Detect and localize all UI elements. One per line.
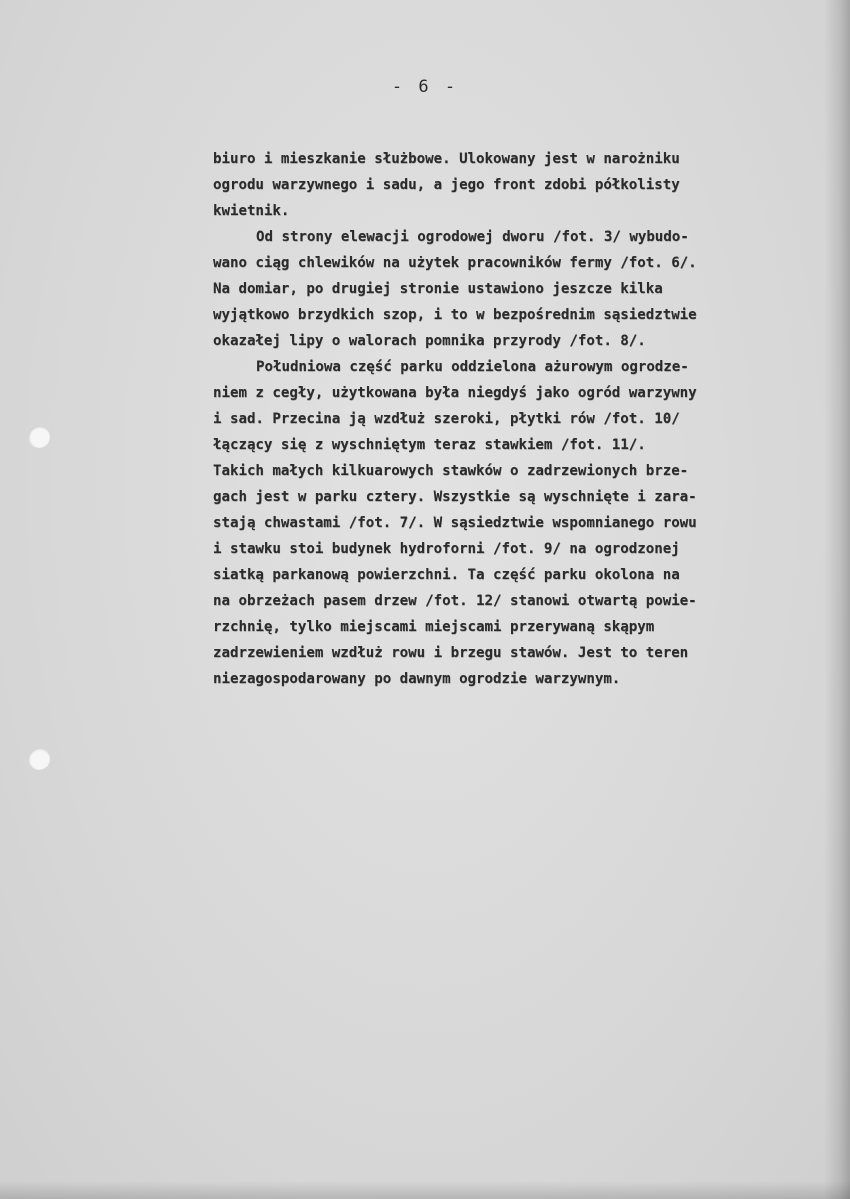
text-line: zadrzewieniem wzdłuż rowu i brzegu stawów. Jest to teren (213, 645, 689, 661)
punch-hole (28, 426, 50, 448)
text-line: Na domiar, po drugiej stronie ustawiono jeszcze kilka (213, 281, 663, 297)
text-line: niem z cegły, użytkowana była niegdyś jako ogród warzywny (213, 385, 697, 401)
paragraph-start-line: Od strony elewacji ogrodowej dworu /fot. 3/ wybudo- (256, 229, 689, 245)
text-line: kwietnik. (213, 203, 290, 219)
text-line: łączący się z wyschniętym teraz stawkiem /fot. 11/. (213, 437, 646, 453)
text-line: siatką parkanową powierzchni. Ta część parku okolona na (213, 567, 680, 583)
text-line: niezagospodarowany po dawnym ogrodzie warzywnym. (213, 671, 621, 687)
text-line: okazałej lipy o walorach pomnika przyrody /fot. 8/. (213, 333, 646, 349)
text-line: i stawku stoi budynek hydroforni /fot. 9/ na ogrodzonej (213, 541, 680, 557)
text-line: biuro i mieszkanie służbowe. Ulokowany jest w narożniku (213, 151, 680, 167)
typewritten-text (213, 146, 813, 692)
text-line: wano ciąg chlewików na użytek pracowników fermy /fot. 6/. (213, 255, 697, 271)
text-line: stają chwastami /fot. 7/. W sąsiedztwie wspomnianego rowu (213, 515, 697, 531)
punch-hole (28, 748, 50, 770)
text-line: gach jest w parku cztery. Wszystkie są wyschnięte i zara- (213, 489, 697, 505)
text-line: i sad. Przecina ją wzdłuż szeroki, płytki rów /fot. 10/ (213, 411, 680, 427)
text-line: wyjątkowo brzydkich szop, i to w bezpośrednim sąsiedztwie (213, 307, 697, 323)
text-line: na obrzeżach pasem drzew /fot. 12/ stanowi otwartą powie- (213, 593, 697, 609)
page-edge-shadow (824, 0, 850, 1199)
page-number: - 6 - (391, 77, 459, 97)
text-line: ogrodu warzywnego i sadu, a jego front zdobi półkolisty (213, 177, 680, 193)
paragraph-start-line: Południowa część parku oddzielona ażurowym ogrodze- (256, 359, 689, 375)
text-line: Takich małych kilkuarowych stawków o zadrzewionych brze- (213, 463, 689, 479)
page-edge-shadow (0, 1181, 850, 1199)
text-line: rzchnię, tylko miejscami miejscami przerywaną skąpym (213, 619, 655, 635)
